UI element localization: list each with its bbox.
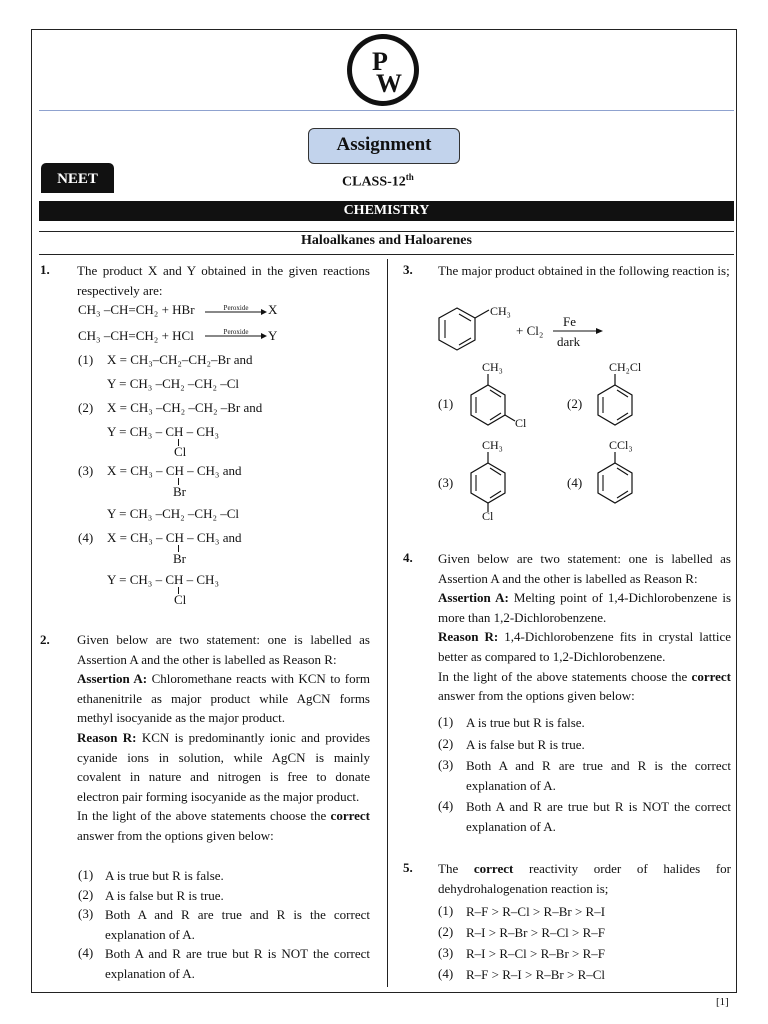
benzene-ring-icon bbox=[465, 450, 513, 516]
q1-option-4-number: (4) bbox=[78, 530, 94, 545]
q1-option-2-x: X = CH₃ –CH₂ –CH₂ –Br and bbox=[107, 400, 263, 415]
q4-option-3-number: (3) bbox=[438, 757, 454, 772]
page-number: [1] bbox=[716, 996, 729, 1008]
q5-option-1: R–F > R–Cl > R–Br > R–I bbox=[466, 904, 606, 919]
q4-option-1: A is true but R is false. bbox=[466, 715, 585, 730]
q1-stem: The product X and Y obtained in the given reactions respectively are: bbox=[77, 263, 370, 298]
q1-option-3-x-sub: Br bbox=[173, 484, 186, 499]
q5-option-2: R–I > R–Br > R–Cl > R–F bbox=[466, 925, 606, 940]
q3-option-3-number: (3) bbox=[438, 475, 454, 490]
q3-option-2-number: (2) bbox=[567, 396, 583, 411]
q3-stem: The major product obtained in the following reaction is; bbox=[438, 263, 730, 278]
q1-option-4-x-sub: Br bbox=[173, 551, 186, 566]
q4-number: 4. bbox=[403, 550, 413, 565]
q4-option-1-number: (1) bbox=[438, 714, 454, 729]
q1-option-4-x: X = CH₃ – CH – CH₃ and bbox=[107, 530, 242, 545]
q1-option-3-x: X = CH₃ – CH – CH₃ and bbox=[107, 463, 242, 478]
reaction-arrow-icon bbox=[205, 332, 267, 340]
assignment-badge: Assignment bbox=[308, 128, 460, 164]
benzene-ring-icon bbox=[592, 372, 640, 428]
q3-option-3-top: CH₃ bbox=[482, 438, 503, 452]
subject-bar: CHEMISTRY bbox=[39, 201, 734, 221]
q1-option-2-y: Y = CH₃ – CH – CH₃ bbox=[107, 424, 219, 439]
q3-reagent: + Cl₂ bbox=[516, 323, 544, 338]
q3-option-1-top: CH₃ bbox=[482, 360, 503, 374]
q3-arrow-bottom: dark bbox=[557, 334, 581, 349]
q1-reaction-1: CH₃ –CH=CH₂ + HBr bbox=[78, 302, 195, 317]
q1-option-1-number: (1) bbox=[78, 352, 94, 367]
q2-option-2: A is false but R is true. bbox=[105, 888, 224, 903]
q1-option-3-y: Y = CH₃ –CH₂ –CH₂ –Cl bbox=[107, 506, 240, 521]
q5-option-1-number: (1) bbox=[438, 903, 454, 918]
q1-reaction-2: CH₃ –CH=CH₂ + HCl bbox=[78, 328, 194, 343]
q2-option-4: Both A and R are true but R is NOT the correct explanation of A. bbox=[105, 946, 370, 981]
pw-logo-icon bbox=[347, 34, 419, 106]
q5-option-3: R–I > R–Cl > R–Br > R–F bbox=[466, 946, 606, 961]
q4-option-2-number: (2) bbox=[438, 736, 454, 751]
q1-option-2-number: (2) bbox=[78, 400, 94, 415]
topic-rule-bottom bbox=[39, 254, 734, 255]
column-divider bbox=[387, 259, 388, 987]
q3-option-4-number: (4) bbox=[567, 475, 583, 490]
toluene-ring-icon bbox=[437, 305, 497, 357]
q1-number: 1. bbox=[40, 262, 50, 277]
exam-tag: NEET bbox=[41, 163, 114, 193]
q4-option-4: Both A and R are true but R is NOT the correct explanation of A. bbox=[466, 799, 731, 834]
pw-logo bbox=[347, 34, 419, 106]
reaction-arrow-icon bbox=[205, 308, 267, 316]
q3-option-2-top: CH₂Cl bbox=[609, 360, 642, 374]
q5-option-2-number: (2) bbox=[438, 924, 454, 939]
q2-option-1: A is true but R is false. bbox=[105, 868, 224, 883]
q3-arrow-top: Fe bbox=[563, 314, 576, 329]
q2-option-4-number: (4) bbox=[78, 945, 94, 960]
q1-option-4-y: Y = CH₃ – CH – CH₃ bbox=[107, 572, 219, 587]
q2-body: Given below are two statement: one is labelled as Assertion A and the other is labelled as Reason R: Assertion A: Chloromethane reacts with KCN to form ethanenitrile as major product while AgCN forms methyl isocyanide as the major product. Reason R: KCN is predominantly ionic and provides cyanide ions in solution, while AgCN is mainly covalent in nature and nitrogen is free to donate electron pair forming isocyanide as the major product. In the light of the above statements choose the correct answer from the options given below: bbox=[77, 632, 371, 843]
q5-option-4-number: (4) bbox=[438, 966, 454, 981]
svg-text:P: P bbox=[372, 47, 388, 76]
q3-option-1-side: Cl bbox=[515, 416, 527, 430]
q2-option-2-number: (2) bbox=[78, 887, 94, 902]
benzene-ring-icon bbox=[465, 372, 520, 428]
q3-number: 3. bbox=[403, 262, 413, 277]
svg-text:W: W bbox=[376, 69, 402, 98]
q1-product-x: X bbox=[268, 302, 278, 317]
q4-option-2: A is false but R is true. bbox=[466, 737, 585, 752]
q3-reactant-substituent: CH₃ bbox=[490, 304, 511, 318]
header-divider bbox=[39, 110, 734, 111]
topic-title: Haloalkanes and Haloarenes bbox=[301, 233, 472, 248]
benzene-ring-icon bbox=[592, 450, 640, 506]
q3-option-4-top: CCl₃ bbox=[609, 438, 633, 452]
q4-option-3: Both A and R are true and R is the correct explanation of A. bbox=[466, 758, 731, 793]
q1-option-4-y-sub: Cl bbox=[174, 592, 187, 607]
q2-option-3: Both A and R are true and R is the correct explanation of A. bbox=[105, 907, 370, 942]
q1-product-y: Y bbox=[268, 328, 278, 343]
q2-option-1-number: (1) bbox=[78, 867, 94, 882]
q5-option-4: R–F > R–I > R–Br > R–Cl bbox=[466, 967, 606, 982]
q4-option-4-number: (4) bbox=[438, 798, 454, 813]
class-label: CLASS-12th bbox=[342, 172, 414, 190]
q2-option-3-number: (3) bbox=[78, 906, 94, 921]
q3-option-3-bottom: Cl bbox=[482, 509, 494, 523]
q5-number: 5. bbox=[403, 860, 413, 875]
q1-option-1-y: Y = CH₃ –CH₂ –CH₂ –Cl bbox=[107, 376, 240, 391]
q5-stem: The correct reactivity order of halides for dehydrohalogenation reaction is; bbox=[438, 861, 732, 896]
q1-option-3-number: (3) bbox=[78, 463, 94, 478]
topic-rule-top bbox=[39, 231, 734, 232]
q5-option-3-number: (3) bbox=[438, 945, 454, 960]
q2-number: 2. bbox=[40, 632, 50, 647]
q4-body: Given below are two statement: one is labelled as Assertion A and the other is labelled as Reason R: Assertion A: Melting point of 1,4-Dichlorobenzene is more than 1,2-Dichlorobenzene. Reason R: 1,4-Dichlorobenzene fits in crystal lattice better as compared to 1,2-Dichlorobenzene. In the light of the above statements choose the correct answer from the options given below: bbox=[438, 551, 732, 704]
q1-option-2-y-sub: Cl bbox=[174, 444, 187, 459]
q1-reaction-1-condition: Peroxide bbox=[223, 304, 249, 312]
q1-reaction-2-condition: Peroxide bbox=[223, 328, 249, 336]
q1-option-1-x: X = CH₃–CH₂–CH₂–Br and bbox=[107, 352, 253, 367]
q3-option-1-number: (1) bbox=[438, 396, 454, 411]
